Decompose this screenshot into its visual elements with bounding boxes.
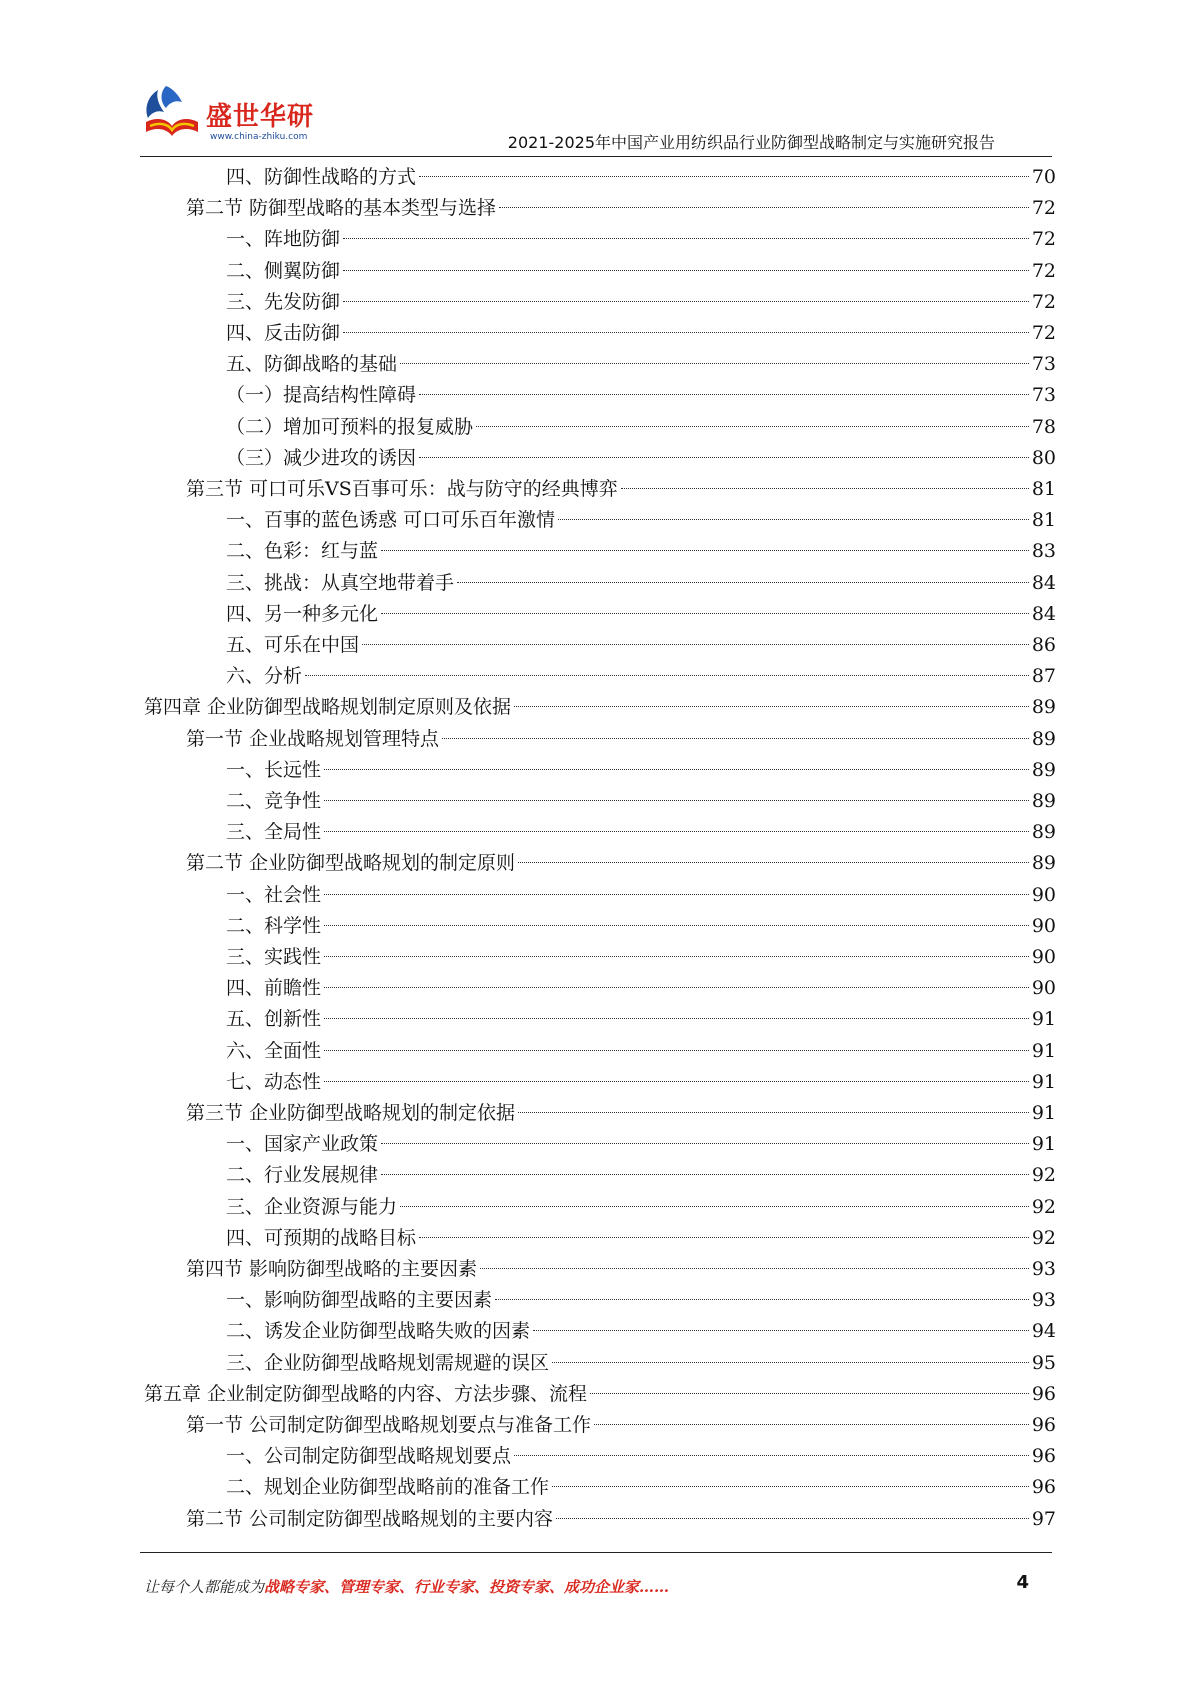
toc-dot-leader [552,1362,1029,1363]
toc-entry-label: 五、防御战略的基础 [226,353,398,376]
toc-entry[interactable] [186,1504,1056,1535]
toc-dot-leader [590,1393,1029,1394]
toc-entry-label: （二）增加可预料的报复威胁 [226,415,474,438]
logo-book-icon [140,82,204,146]
toc-entry-label: 一、社会性 [226,883,322,906]
toc-entry-page: 78 [1031,415,1056,438]
company-logo [140,82,315,150]
toc-entry-label: 四、前瞻性 [226,977,322,1000]
toc-entry[interactable] [186,474,1056,505]
toc-entry-label: 三、企业资源与能力 [226,1195,398,1218]
toc-entry-label: 第四节 影响防御型战略的主要因素 [186,1258,478,1280]
toc-entry-page: 91 [1031,1008,1056,1031]
toc-entry-page: 72 [1031,228,1056,251]
toc-dot-leader [400,363,1029,364]
toc-entry-label: 三、挑战：从真空地带着手 [226,571,455,594]
toc-entry-page: 94 [1031,1320,1056,1343]
toc-entry-page: 81 [1031,509,1056,532]
toc-entry-page: 73 [1031,353,1056,376]
toc-dot-leader [476,426,1029,427]
toc-entry-label: 第一节 企业战略规划管理特点 [186,727,440,750]
footer-slogan [144,1576,669,1597]
toc-entry-page: 91 [1031,1039,1056,1062]
toc-entry[interactable] [226,1129,1056,1160]
toc-entry[interactable] [186,848,1056,879]
toc-dot-leader [324,987,1029,988]
toc-entry-label: 六、分析 [226,665,303,688]
toc-entry-label: 二、侧翼防御 [226,259,341,282]
page-header [0,0,1191,160]
toc-entry[interactable] [226,599,1056,630]
toc-entry[interactable] [226,224,1056,255]
toc-dot-leader [324,894,1029,895]
toc-dot-leader [324,831,1029,832]
toc-entry[interactable] [226,349,1056,380]
footer-slogan-highlight: 战略专家、管理专家、行业专家、投资专家、成功企业家…… [264,1578,670,1596]
toc-dot-leader [381,550,1029,551]
toc-entry[interactable] [226,443,1056,474]
logo-url: www.china-zhiku.com [210,132,308,142]
toc-entry-page: 97 [1031,1507,1056,1530]
toc-entry[interactable] [226,412,1056,443]
toc-entry-label: 四、防御性战略的方式 [226,166,417,188]
toc-entry-page: 89 [1031,821,1056,844]
toc-entry-label: 第二节 企业防御型战略规划的制定原则 [186,852,516,875]
toc-entry[interactable] [226,1067,1056,1098]
toc-entry-page: 91 [1031,1070,1056,1093]
toc-entry-label: 第二节 公司制定防御型战略规划的主要内容 [186,1507,554,1530]
toc-entry-page: 90 [1031,883,1056,906]
toc-dot-leader [419,394,1029,395]
footer-slogan-prefix: 让每个人都能成为 [144,1578,265,1596]
toc-entry[interactable] [226,942,1056,973]
toc-entry-page: 91 [1031,1133,1056,1156]
report-title: 2021-2025年中国产业用纺织品行业防御型战略制定与实施研究报告 [507,133,995,152]
toc-entry-label: 一、阵地防御 [226,228,341,251]
toc-dot-leader [518,862,1029,863]
logo-text: 盛世华研 [206,102,315,132]
toc-dot-leader [324,800,1029,801]
toc-entry-page: 73 [1031,384,1056,407]
toc-entry[interactable] [186,1410,1056,1441]
toc-entry-label: 三、实践性 [226,946,322,968]
toc-entry[interactable] [186,724,1056,755]
toc-entry[interactable] [186,1254,1056,1285]
toc-entry[interactable] [226,661,1056,692]
toc-entry-page: 90 [1031,946,1056,968]
toc-dot-leader [324,1050,1029,1051]
toc-entry-label: 二、规划企业防御型战略前的准备工作 [226,1476,550,1499]
toc-dot-leader [419,176,1029,177]
toc-dot-leader [343,301,1029,302]
toc-dot-leader [419,1237,1029,1238]
toc-entry-label: 七、动态性 [226,1070,322,1093]
toc-dot-leader [343,270,1029,271]
toc-entry-label: 二、诱发企业防御型战略失败的因素 [226,1320,531,1343]
toc-entry-page: 96 [1031,1476,1056,1499]
toc-entry-label: 二、色彩：红与蓝 [226,540,379,563]
toc-entry-label: 六、全面性 [226,1039,322,1062]
toc-dot-leader [552,1486,1029,1487]
toc-entry-label: 五、可乐在中国 [226,634,360,656]
toc-entry-label: 一、百事的蓝色诱惑 可口可乐百年激情 [226,509,556,532]
toc-dot-leader [518,1112,1029,1113]
toc-dot-leader [324,1081,1029,1082]
toc-entry-label: 第五章 企业制定防御型战略的内容、方法步骤、流程 [144,1382,588,1405]
toc-entry-page: 90 [1031,977,1056,1000]
footer-divider [140,1552,1052,1553]
toc-entry-page: 93 [1031,1289,1056,1312]
toc-entry[interactable] [226,1192,1056,1223]
toc-entry[interactable] [226,786,1056,817]
toc-entry[interactable] [144,1379,1056,1410]
toc-dot-leader [362,644,1029,645]
toc-entry-label: 二、科学性 [226,914,322,937]
toc-entry-label: 第三节 可口可乐VS百事可乐：战与防守的经典博弈 [186,478,618,500]
toc-entry-page: 81 [1031,478,1056,500]
toc-entry[interactable] [144,692,1056,723]
toc-dot-leader [514,1455,1029,1456]
toc-entry[interactable] [226,1285,1056,1316]
toc-entry-page: 86 [1031,634,1056,656]
toc-entry-label: 一、影响防御型战略的主要因素 [226,1289,493,1312]
toc-dot-leader [533,1330,1029,1331]
toc-entry[interactable] [186,1098,1056,1129]
toc-entry-page: 89 [1031,790,1056,812]
toc-entry[interactable] [226,911,1056,942]
toc-entry-label: 一、长远性 [226,758,322,781]
toc-entry-label: 第一节 公司制定防御型战略规划要点与准备工作 [186,1414,592,1436]
toc-entry[interactable] [226,1160,1056,1191]
toc-entry[interactable] [226,1223,1056,1254]
toc-entry-label: （一）提高结构性障碍 [226,384,417,407]
toc-entry-page: 89 [1031,727,1056,750]
toc-dot-leader [442,738,1029,739]
toc-dot-leader [556,1518,1029,1519]
toc-entry[interactable] [226,973,1056,1004]
toc-entry-page: 95 [1031,1351,1056,1374]
toc-dot-leader [305,675,1029,676]
toc-entry[interactable] [226,1472,1056,1503]
toc-entry-page: 93 [1031,1258,1056,1280]
toc-entry[interactable] [226,1004,1056,1035]
toc-dot-leader [621,488,1029,489]
toc-entry-label: 第四章 企业防御型战略规划制定原则及依据 [144,696,512,719]
toc-entry-label: 三、全局性 [226,821,322,844]
header-divider [140,156,1052,157]
toc-entry[interactable] [226,1036,1056,1067]
toc-entry-page: 72 [1031,197,1056,220]
toc-entry-page: 90 [1031,914,1056,937]
toc-entry-label: 一、公司制定防御型战略规划要点 [226,1445,512,1468]
toc-dot-leader [558,519,1029,520]
toc-entry-label: 三、先发防御 [226,290,341,313]
toc-entry-page: 89 [1031,758,1056,781]
toc-entry-label: 一、国家产业政策 [226,1133,379,1156]
toc-entry-label: 四、另一种多元化 [226,602,379,625]
toc-entry-page: 72 [1031,322,1056,344]
toc-dot-leader [381,1174,1029,1175]
toc-dot-leader [514,706,1029,707]
toc-entry[interactable] [226,817,1056,848]
toc-dot-leader [381,1143,1029,1144]
toc-entry[interactable] [226,1348,1056,1379]
toc-dot-leader [457,582,1029,583]
toc-dot-leader [499,207,1029,208]
toc-entry-page: 91 [1031,1102,1056,1124]
toc-dot-leader [381,613,1029,614]
toc-entry-label: 二、竞争性 [226,790,322,812]
toc-dot-leader [480,1268,1029,1269]
toc-entry-page: 92 [1031,1226,1056,1249]
toc-entry-page: 92 [1031,1164,1056,1187]
toc-entry-page: 89 [1031,696,1056,719]
toc-entry-page: 87 [1031,665,1056,688]
toc-entry[interactable] [226,287,1056,318]
toc-entry-page: 89 [1031,852,1056,875]
toc-dot-leader [594,1424,1029,1425]
toc-entry[interactable] [226,162,1056,193]
toc-dot-leader [324,1018,1029,1019]
toc-entry-label: 第二节 防御型战略的基本类型与选择 [186,197,497,220]
toc-entry-label: 五、创新性 [226,1008,322,1031]
toc-entry[interactable] [226,755,1056,786]
toc-entry[interactable] [226,1441,1056,1472]
toc-entry-label: 四、反击防御 [226,322,341,344]
toc-entry-page: 92 [1031,1195,1056,1218]
toc-entry-page: 80 [1031,446,1056,469]
toc-dot-leader [419,457,1029,458]
toc-dot-leader [343,238,1029,239]
toc-entry-page: 96 [1031,1445,1056,1468]
toc-entry-label: （三）减少进攻的诱因 [226,446,417,469]
toc-entry[interactable] [226,568,1056,599]
toc-entry[interactable] [226,256,1056,287]
toc-dot-leader [324,956,1029,957]
toc-dot-leader [343,332,1029,333]
toc-entry[interactable] [226,505,1056,536]
toc-entry-label: 二、行业发展规律 [226,1164,379,1187]
toc-entry-page: 84 [1031,571,1056,594]
toc-entry[interactable] [226,1316,1056,1347]
page-number: 4 [1016,1572,1029,1593]
toc-dot-leader [324,769,1029,770]
toc-entry-page: 96 [1031,1414,1056,1436]
toc-entry-page: 70 [1031,166,1056,188]
toc-entry[interactable] [226,380,1056,411]
toc-entry[interactable] [226,630,1056,661]
toc-entry-page: 72 [1031,290,1056,313]
toc-dot-leader [324,925,1029,926]
toc-entry[interactable] [186,193,1056,224]
toc-entry[interactable] [226,318,1056,349]
toc-entry-label: 三、企业防御型战略规划需规避的误区 [226,1351,550,1374]
toc-entry-page: 72 [1031,259,1056,282]
toc-dot-leader [495,1299,1029,1300]
toc-entry-label: 第三节 企业防御型战略规划的制定依据 [186,1102,516,1124]
toc-entry[interactable] [226,880,1056,911]
toc-entry-label: 四、可预期的战略目标 [226,1226,417,1249]
toc-dot-leader [400,1206,1029,1207]
toc-entry-page: 96 [1031,1382,1056,1405]
toc-entry[interactable] [226,536,1056,567]
toc-entry-page: 84 [1031,602,1056,625]
toc-entry-page: 83 [1031,540,1056,563]
